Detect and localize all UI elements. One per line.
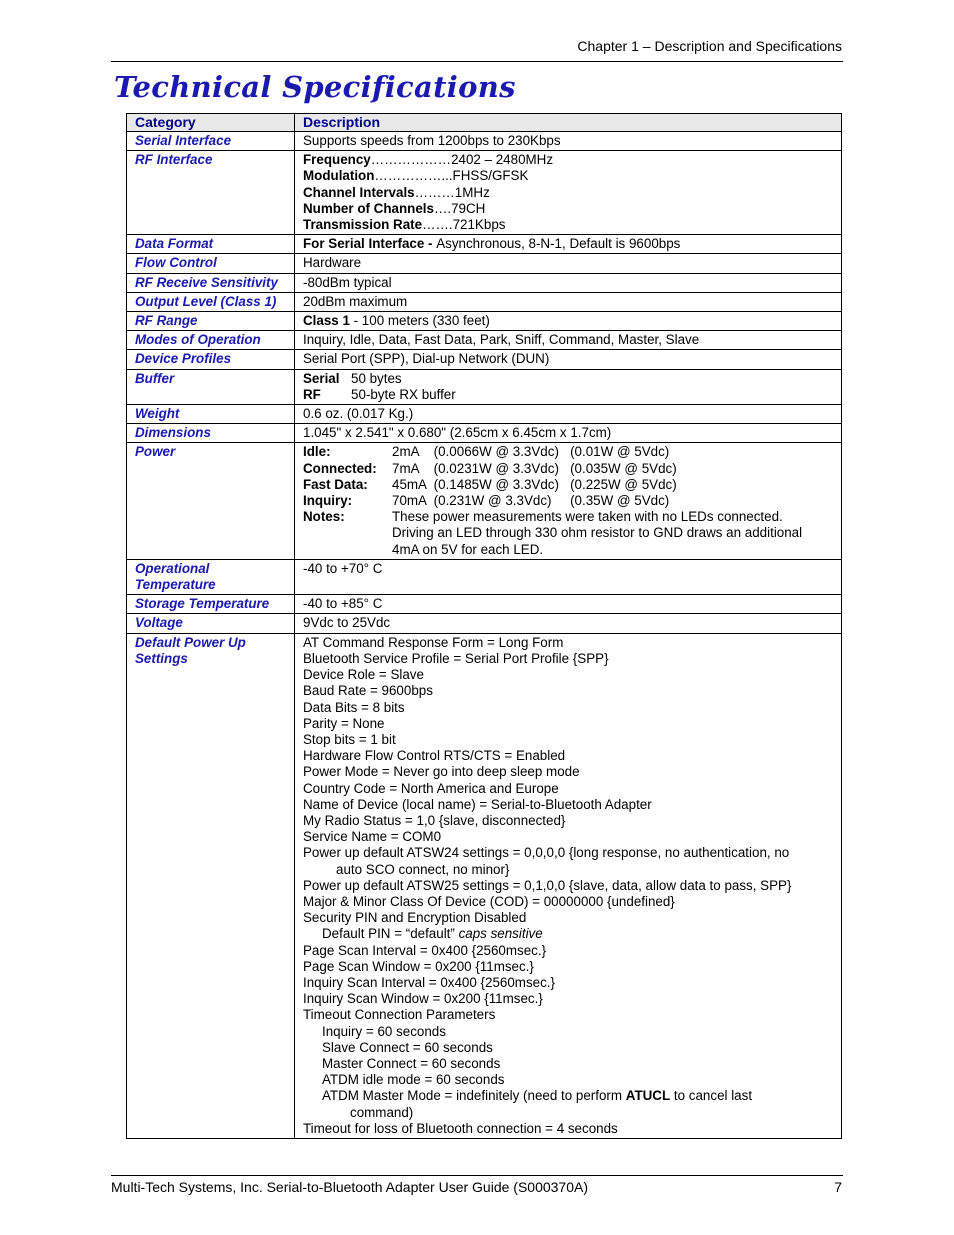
col-header-category: Category: [127, 114, 295, 132]
row-category: Flow Control: [127, 254, 295, 273]
row-description: 20dBm maximum: [295, 292, 842, 311]
row-category: Output Level (Class 1): [127, 292, 295, 311]
spec-line: Transmission Rate…….721Kbps: [303, 217, 506, 233]
row-description: For Serial Interface - Asynchronous, 8-N-1, Default is 9600bps: [295, 235, 842, 254]
table-row: [127, 405, 842, 424]
table-row: [127, 350, 842, 369]
row-category: Voltage: [127, 614, 295, 633]
table-row: [127, 559, 842, 594]
spec-line: Number of Channels….79CH: [303, 200, 486, 216]
row-category: Power: [127, 443, 295, 559]
row-category: Modes of Operation: [127, 331, 295, 350]
row-category: RF Receive Sensitivity: [127, 273, 295, 292]
row-category: Weight: [127, 405, 295, 424]
table-row: [127, 443, 842, 559]
row-description: 9Vdc to 25Vdc: [295, 614, 842, 633]
row-category: RF Interface: [127, 151, 295, 235]
row-category: Default Power Up Settings: [127, 633, 295, 1138]
row-description: 0.6 oz. (0.017 Kg.): [295, 405, 842, 424]
footer-text: Multi-Tech Systems, Inc. Serial-to-Bluetooth Adapter User Guide (S000370A): [111, 1179, 588, 1195]
row-description: Inquiry, Idle, Data, Fast Data, Park, Sniff, Command, Master, Slave: [295, 331, 842, 350]
table-row: [127, 369, 842, 404]
page-title: Technical Specifications: [114, 70, 516, 104]
row-category: Dimensions: [127, 424, 295, 443]
row-category: Serial Interface: [127, 132, 295, 151]
power-grid: Idle: 2mA (0.0066W @ 3.3Vdc) (0.01W @ 5Vdc) Connected: 7mA (0.0231W @ 3.3Vdc) (0.035W @ 5Vdc) Fast Data: 45mA (0.1485W @ 3.3Vdc) (0.225W @ 5Vdc) Inquiry: 70mA (0.231W @ 3.3Vdc) (0.35W @ 5Vdc) Notes: These power measurements were taken with no LEDs connected. Driving an LED through 330 ohm resistor to GND draws an additional 4mA on 5V for each LED.: [303, 444, 803, 557]
row-description: -40 to +70° C: [295, 559, 842, 594]
row-description: -80dBm typical: [295, 273, 842, 292]
row-category: Storage Temperature: [127, 595, 295, 614]
table-row: [127, 424, 842, 443]
row-description: 1.045" x 2.541" x 0.680" (2.65cm x 6.45cm x 1.7cm): [295, 424, 842, 443]
table-header-row: [127, 114, 842, 132]
row-description: [295, 151, 842, 235]
footer-rule: [111, 1175, 843, 1176]
row-description: Class 1 - 100 meters (330 feet): [295, 312, 842, 331]
row-description: Hardware: [295, 254, 842, 273]
col-header-description: Description: [295, 114, 842, 132]
spec-line: Modulation……………...FHSS/GFSK: [303, 168, 529, 184]
table-row: [127, 331, 842, 350]
row-category: RF Range: [127, 312, 295, 331]
row-category: Data Format: [127, 235, 295, 254]
row-description: Serial Port (SPP), Dial-up Network (DUN): [295, 350, 842, 369]
row-description: [295, 443, 842, 559]
header-rule: [111, 61, 843, 62]
buffer-grid: Serial 50 bytes RF 50-byte RX buffer: [303, 370, 456, 402]
row-description: [295, 369, 842, 404]
table-row: [127, 312, 842, 331]
table-row: [127, 132, 842, 151]
row-description: -40 to +85° C: [295, 595, 842, 614]
table-row: [127, 614, 842, 633]
spec-table: [126, 113, 842, 1139]
table-row: [127, 633, 842, 1138]
spec-line: Frequency………………2402 – 2480MHz: [303, 152, 554, 168]
row-description: Supports speeds from 1200bps to 230Kbps: [295, 132, 842, 151]
table-row: [127, 273, 842, 292]
spec-line: Channel Intervals………1MHz: [303, 184, 490, 200]
row-category: Device Profiles: [127, 350, 295, 369]
row-description: AT Command Response Form = Long Form Bluetooth Service Profile = Serial Port Profile {SPP} Device Role = Slave Baud Rate = 9600bps Data Bits = 8 bits Parity = None Stop bits = 1 bit Hardware Flow Control RTS/CTS = Enabled Power Mode = Never go into deep sleep mode Country Code = North America and Europe Name of Device (local name) = Serial-to-Bluetooth Adapter My Radio Status = 1,0 {slave, disconnected} Service Name = COM0 Power up default ATSW24 settings = 0,0,0,0 {long response, no authentication, no auto SCO connect, no minor} Power up default ATSW25 settings = 0,1,0,0 {slave, data, allow data to pass, SPP} Major & Minor Class Of Device (COD) = 00000000 {undefined} Security PIN and Encryption Disabled Default PIN = “default” caps sensitive Page Scan Interval = 0x400 {2560msec.} Page Scan Window = 0x200 {11msec.} Inquiry Scan Interval = 0x400 {2560msec.} Inquiry Scan Window = 0x200 {11msec.} Timeout Connection Parameters Inquiry = 60 seconds Slave Connect = 60 seconds Master Connect = 60 seconds ATDM idle mode = 60 seconds ATDM Master Mode = indefinitely (need to perform ATUCL to cancel last command) Timeout for loss of Bluetooth connection = 4 seconds: [295, 633, 842, 1138]
table-row: [127, 254, 842, 273]
table-row: [127, 595, 842, 614]
table-row: [127, 235, 842, 254]
table-row: [127, 292, 842, 311]
row-category: Operational Temperature: [127, 559, 295, 594]
page-number: 7: [834, 1179, 842, 1195]
running-header: Chapter 1 – Description and Specifications: [577, 38, 842, 54]
row-category: Buffer: [127, 369, 295, 404]
table-row: [127, 151, 842, 235]
